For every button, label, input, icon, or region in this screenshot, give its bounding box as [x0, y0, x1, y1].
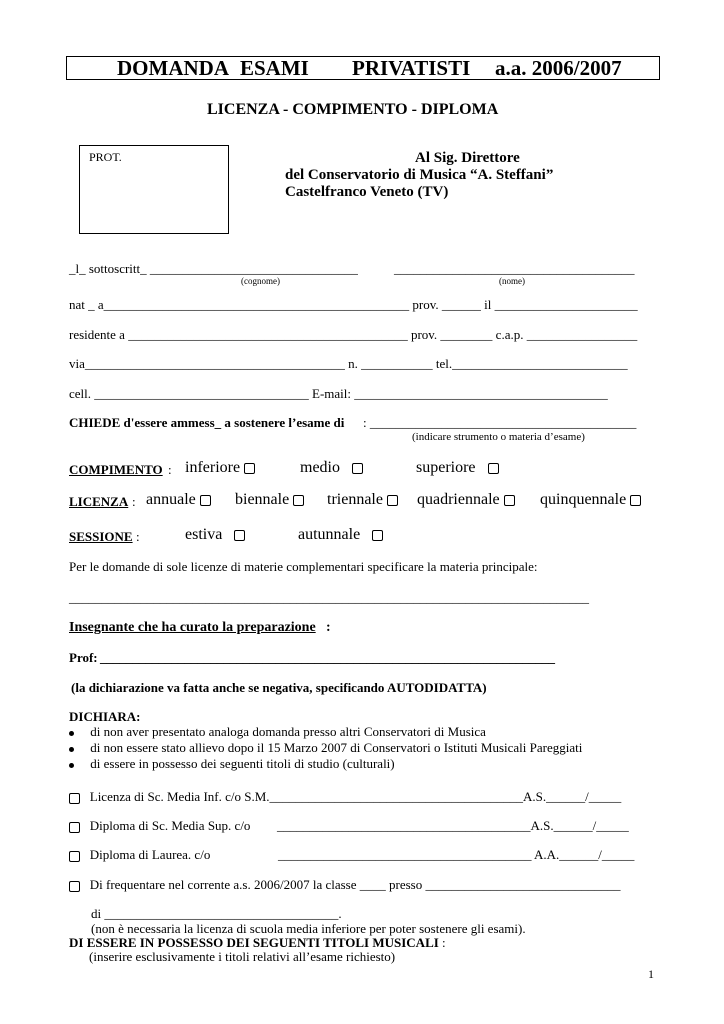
titolo-label: Di frequentare nel corrente a.s. 2006/2007 la classe ____ presso ______________________________ [89, 877, 621, 892]
licenza-option-biennale[interactable] [235, 491, 304, 509]
addressee-line1: Al Sig. Direttore [415, 150, 520, 166]
compimento-option-inferiore[interactable] [185, 459, 255, 477]
option-label: autunnale [298, 526, 361, 543]
compimento-option-superiore[interactable] [416, 459, 499, 477]
titolo-diploma-superiore-line[interactable]: _______________________________________A.S.______/_____ [277, 818, 629, 833]
titolo-line[interactable]: _______________________________________A.S.______/_____ [269, 789, 622, 804]
chiede-label: CHIEDE d'essere ammess_ a sostenere l’esame di [69, 415, 345, 430]
sessione-option-estiva[interactable] [185, 526, 245, 544]
dichiara-label: DICHIARA: [69, 709, 141, 724]
bullet-icon [69, 747, 74, 752]
subtitle: LICENZA - COMPIMENTO - DIPLOMA [207, 101, 499, 118]
esame-field[interactable]: : _________________________________________ [363, 415, 637, 430]
licenza-option-quadriennale[interactable] [417, 491, 515, 509]
titoli-musicali-colon: : [438, 935, 446, 950]
nascita-field[interactable]: nat _ a_______________________________________________ prov. ______ il ______________________ [69, 297, 638, 312]
checkbox-icon[interactable] [293, 495, 304, 506]
compimento-colon: : [168, 462, 172, 477]
licenza-option-quinquennale[interactable] [540, 491, 641, 509]
option-label: estiva [185, 526, 223, 543]
option-label: quadriennale [417, 491, 500, 508]
dichiara-item-text: di non essere stato allievo dopo il 15 Marzo 2007 di Conservatori o Istituti Musicali Pareggiati [90, 740, 583, 755]
titolo-licenza-media[interactable] [69, 789, 621, 805]
option-label: superiore [416, 459, 476, 476]
nome-hint: (nome) [499, 276, 525, 286]
insegnante-colon: : [326, 620, 331, 635]
licenza-label: LICENZA [69, 494, 129, 509]
page-number: 1 [648, 967, 654, 981]
dichiara-item [69, 756, 395, 772]
sottoscritto-field[interactable]: _l_ sottoscritt_ ________________________________ [69, 261, 358, 276]
title-domanda: DOMANDA [117, 56, 229, 80]
addressee-line3: Castelfranco Veneto (TV) [285, 184, 449, 200]
checkbox-icon[interactable] [234, 530, 245, 541]
strumento-hint: (indicare strumento o materia d’esame) [412, 431, 585, 443]
checkbox-icon[interactable] [200, 495, 211, 506]
checkbox-icon[interactable] [504, 495, 515, 506]
dichiara-item [69, 740, 582, 756]
inserire-note: (inserire esclusivamente i titoli relativi all’esame richiesto) [89, 949, 396, 964]
contatti-field[interactable]: cell. _________________________________ E-mail: _______________________________________ [69, 386, 608, 401]
title-anno: a.a. 2006/2007 [495, 56, 622, 80]
residenza-field[interactable]: residente a ___________________________________________ prov. ________ c.a.p. _________________ [69, 327, 638, 342]
licenza-option-annuale[interactable] [146, 491, 211, 509]
checkbox-icon[interactable] [372, 530, 383, 541]
checkbox-icon[interactable] [244, 463, 255, 474]
checkbox-icon[interactable] [69, 851, 80, 862]
indirizzo-field[interactable]: via________________________________________ n. ___________ tel.___________________________ [69, 356, 628, 371]
scuola-field[interactable]: di ____________________________________. [91, 906, 342, 921]
option-label: triennale [327, 491, 383, 508]
media-note: (non è necessaria la licenza di scuola media inferiore per poter sostenere gli esami). [91, 921, 526, 936]
titolo-laurea[interactable] [69, 847, 210, 863]
titolo-laurea-line[interactable]: _______________________________________ A.A.______/_____ [278, 847, 635, 862]
titolo-label: Diploma di Sc. Media Sup. c/o [89, 818, 251, 833]
compimento-label: COMPIMENTO [69, 462, 163, 477]
checkbox-icon[interactable] [387, 495, 398, 506]
sessione-colon: : [136, 529, 140, 544]
checkbox-icon[interactable] [69, 881, 80, 892]
option-label: quinquennale [540, 491, 627, 508]
addressee-line2: del Conservatorio di Musica “A. Steffani” [285, 167, 554, 183]
option-label: annuale [146, 491, 196, 508]
insegnante-text: Insegnante che ha curato la preparazione [69, 620, 316, 635]
dichiara-item-text: di non aver presentato analoga domanda presso altri Conservatori di Musica [90, 724, 486, 739]
option-label: biennale [235, 491, 290, 508]
titolo-diploma-superiore[interactable] [69, 818, 250, 834]
compimento-option-medio[interactable] [300, 459, 363, 477]
checkbox-icon[interactable] [69, 793, 80, 804]
licenza-option-triennale[interactable] [327, 491, 398, 509]
titolo-frequenza[interactable] [69, 877, 620, 893]
prot-label: PROT. [89, 150, 122, 164]
sessione-label: SESSIONE [69, 529, 133, 544]
option-label: inferiore [185, 459, 241, 476]
bullet-icon [69, 763, 74, 768]
checkbox-icon[interactable] [488, 463, 499, 474]
prof-field[interactable]: ______________________________________________________________________ [100, 650, 555, 665]
checkbox-icon[interactable] [352, 463, 363, 474]
titoli-musicali-text: DI ESSERE IN POSSESSO DEI SEGUENTI TITOLI MUSICALI [69, 935, 439, 950]
note-complementari: Per le domande di sole licenze di materie complementari specificare la materia principale: [69, 559, 538, 574]
title-privatisti: PRIVATISTI [352, 56, 471, 80]
dichiara-item-text: di essere in possesso dei seguenti titoli di studio (culturali) [90, 756, 395, 771]
dichiarazione-note: (la dichiarazione va fatta anche se negativa, specificando AUTODIDATTA) [71, 680, 487, 695]
titolo-label: Licenza di Sc. Media Inf. c/o S.M. [89, 789, 270, 804]
cognome-hint: (cognome) [241, 276, 280, 286]
dichiara-item [69, 724, 486, 740]
licenza-colon: : [132, 494, 136, 509]
sessione-option-autunnale[interactable] [298, 526, 383, 544]
materia-principale-field[interactable]: ________________________________________________________________________________ [69, 590, 589, 605]
checkbox-icon[interactable] [630, 495, 641, 506]
insegnante-label [69, 620, 316, 636]
nome-field[interactable]: _____________________________________ [394, 261, 635, 276]
prof-label: Prof: [69, 650, 98, 665]
titolo-label: Diploma di Laurea. c/o [89, 847, 211, 862]
title-esami: ESAMI [240, 56, 309, 80]
bullet-icon [69, 731, 74, 736]
option-label: medio [300, 459, 340, 476]
checkbox-icon[interactable] [69, 822, 80, 833]
